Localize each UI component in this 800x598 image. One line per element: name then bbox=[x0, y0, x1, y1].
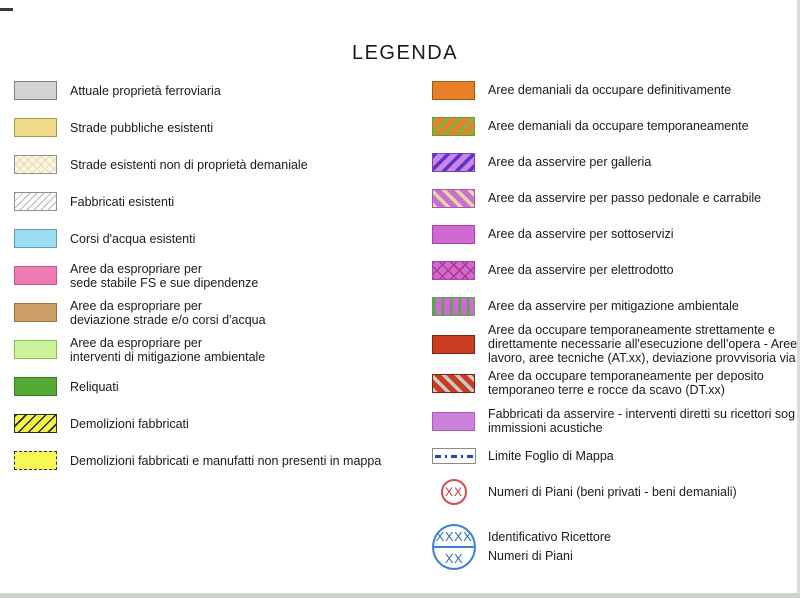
legend-item-strade-esistenti-non-demaniali bbox=[14, 146, 424, 183]
legend-swatch bbox=[14, 81, 57, 100]
legend-item-label bbox=[488, 323, 797, 365]
legend-swatch bbox=[14, 451, 57, 470]
label-line: Fabbricati da asservire - interventi diretti su ricettori sog bbox=[488, 407, 796, 421]
legend-item-label bbox=[70, 454, 381, 468]
legend-item-label bbox=[488, 485, 737, 499]
label-line: Aree da asservire per mitigazione ambientale bbox=[488, 299, 739, 313]
legend-swatch bbox=[14, 192, 57, 211]
legend-item-label bbox=[488, 528, 611, 566]
legend-item-asservire-elettrodotto bbox=[432, 252, 800, 288]
legend-item-label bbox=[70, 380, 119, 394]
dash-dot-line-icon bbox=[435, 455, 473, 458]
legend-item-occupare-temporaneamente-deposito-terre bbox=[432, 364, 800, 402]
legend-item-label bbox=[70, 232, 195, 246]
label-line: Attuale proprietà ferroviaria bbox=[70, 83, 221, 98]
legend-item-esproprio-sede-stabile-fs bbox=[14, 257, 424, 294]
legend-swatch bbox=[432, 225, 475, 244]
legend-item-esproprio-mitigazione-ambientale bbox=[14, 331, 424, 368]
scan-artifact-mark bbox=[0, 8, 13, 11]
label-line: Fabbricati esistenti bbox=[70, 194, 175, 209]
label-line: Demolizioni fabbricati bbox=[70, 416, 189, 431]
label-line: Aree da asservire per passo pedonale e carrabile bbox=[488, 191, 762, 205]
label-line: temporaneo terre e rocce da scavo (DT.xx) bbox=[488, 383, 725, 397]
label-line: interventi di mitigazione ambientale bbox=[70, 349, 266, 364]
label-line: Aree da occupare temporaneamente strettamente e bbox=[488, 323, 775, 337]
label-line: Identificativo Ricettore bbox=[488, 530, 611, 544]
label-line: Aree da occupare temporaneamente per deposito bbox=[488, 369, 764, 383]
label-line: Aree da asservire per galleria bbox=[488, 155, 652, 169]
label-line: Strade esistenti non di proprietà demaniale bbox=[70, 157, 308, 172]
legend-item-asservire-galleria bbox=[432, 144, 800, 180]
legend-title: LEGENDA bbox=[351, 42, 459, 64]
label-line: Aree da espropriare per bbox=[70, 261, 203, 276]
receptor-id-circle-icon bbox=[432, 524, 476, 570]
legend-item-demaniali-occupare-definitivamente bbox=[432, 72, 800, 108]
legend-item-label bbox=[488, 299, 739, 313]
legend-item-corsi-dacqua-esistenti bbox=[14, 220, 424, 257]
legend-item-label bbox=[488, 263, 674, 277]
legend-swatch bbox=[14, 377, 57, 396]
legend-item-fabbricati-da-asservire-ricettori bbox=[432, 402, 800, 440]
legend-item-label bbox=[488, 407, 795, 435]
legend-item-label bbox=[70, 121, 213, 135]
label-line: Aree da asservire per elettrodotto bbox=[488, 263, 674, 277]
legend-column-left bbox=[14, 72, 424, 479]
legend-item-asservire-sottoservizi bbox=[432, 216, 800, 252]
label-line: Strade pubbliche esistenti bbox=[70, 120, 214, 135]
legend-item-label bbox=[70, 299, 266, 327]
label-line: Corsi d'acqua esistenti bbox=[70, 231, 196, 246]
label-line: Aree demaniali da occupare definitivamente bbox=[488, 83, 732, 97]
legend-item-label bbox=[70, 262, 258, 290]
legend-item-limite-foglio-di-mappa bbox=[432, 440, 800, 472]
label-line: Aree demaniali da occupare temporaneamente bbox=[488, 119, 749, 133]
legend-item-label bbox=[488, 369, 764, 397]
plan-number-placeholder: XX bbox=[444, 550, 464, 566]
legend-swatch bbox=[432, 412, 475, 431]
legend-item-label bbox=[70, 195, 174, 209]
legend-item-label bbox=[70, 417, 189, 431]
legend-item-numeri-di-piani bbox=[432, 472, 800, 512]
label-line: immissioni acustiche bbox=[488, 421, 603, 435]
legend-item-label bbox=[70, 336, 265, 364]
legend-item-label bbox=[488, 227, 674, 241]
map-sheet-limit-line-icon bbox=[432, 448, 476, 464]
legend-swatch bbox=[14, 266, 57, 285]
legend-item-reliquati bbox=[14, 368, 424, 405]
label-line: Limite Foglio di Mappa bbox=[488, 449, 614, 463]
legend-swatch bbox=[432, 261, 475, 280]
label-line: lavoro, aree tecniche (AT.xx), deviazione provvisoria via bbox=[488, 351, 796, 365]
legend-item-demolizioni-manufatti-non-in-mappa bbox=[14, 442, 424, 479]
legend-item-asservire-passo-pedonale bbox=[432, 180, 800, 216]
label-line: sede stabile FS e sue dipendenze bbox=[70, 275, 259, 290]
legend-item-demolizioni-fabbricati bbox=[14, 405, 424, 442]
plan-number-placeholder: XX bbox=[444, 485, 463, 499]
label-line: Aree da asservire per sottoservizi bbox=[488, 227, 674, 241]
label-line: deviazione strade e/o corsi d'acqua bbox=[70, 312, 266, 327]
legend-swatch bbox=[432, 81, 475, 100]
legend-swatch bbox=[14, 229, 57, 248]
legend-item-label bbox=[488, 119, 749, 133]
legend-item-label bbox=[488, 449, 614, 463]
legend-item-label bbox=[70, 84, 221, 98]
receptor-id-placeholder: XXXX bbox=[435, 528, 473, 544]
legend-item-strade-pubbliche-esistenti bbox=[14, 109, 424, 146]
legend-item-label bbox=[488, 191, 761, 205]
legend-item-label bbox=[488, 83, 731, 97]
label-line: Numeri di Piani (beni privati - beni demaniali) bbox=[488, 485, 737, 499]
label-line: Reliquati bbox=[70, 379, 119, 394]
legend-item-asservire-mitigazione-ambientale bbox=[432, 288, 800, 324]
legend-swatch bbox=[14, 155, 57, 174]
page-edge-bottom bbox=[0, 593, 800, 598]
label-line: Aree da espropriare per bbox=[70, 298, 203, 313]
legend-item-label bbox=[488, 155, 651, 169]
legend-swatch bbox=[14, 303, 57, 322]
legend-item-attuale-proprieta-ferroviaria bbox=[14, 72, 424, 109]
legend-swatch bbox=[432, 297, 475, 316]
legend-swatch bbox=[432, 189, 475, 208]
label-line: Numeri di Piani bbox=[488, 549, 573, 563]
legend-item-occupare-temporaneamente-esecuzione-opera bbox=[432, 324, 800, 364]
legend-item-esproprio-deviazione-strade bbox=[14, 294, 424, 331]
label-line: Demolizioni fabbricati e manufatti non presenti in mappa bbox=[70, 453, 382, 468]
legend-item-demaniali-occupare-temporaneamente bbox=[432, 108, 800, 144]
label-line: direttamente necessarie all'esecuzione dell'opera - Aree bbox=[488, 337, 798, 351]
legend-swatch bbox=[14, 414, 57, 433]
legend-swatch bbox=[432, 117, 475, 136]
legend-swatch bbox=[432, 153, 475, 172]
legend-item-identificativo-ricettore bbox=[432, 518, 800, 576]
label-line: Aree da espropriare per bbox=[70, 335, 203, 350]
legend-swatch bbox=[14, 340, 57, 359]
legend-swatch bbox=[432, 335, 475, 354]
legend-item-label bbox=[70, 158, 308, 172]
legend-swatch bbox=[14, 118, 57, 137]
legend-swatch bbox=[432, 374, 475, 393]
legend-column-right bbox=[432, 72, 800, 576]
plan-number-circle-icon bbox=[441, 479, 467, 505]
legend-item-fabbricati-esistenti bbox=[14, 183, 424, 220]
